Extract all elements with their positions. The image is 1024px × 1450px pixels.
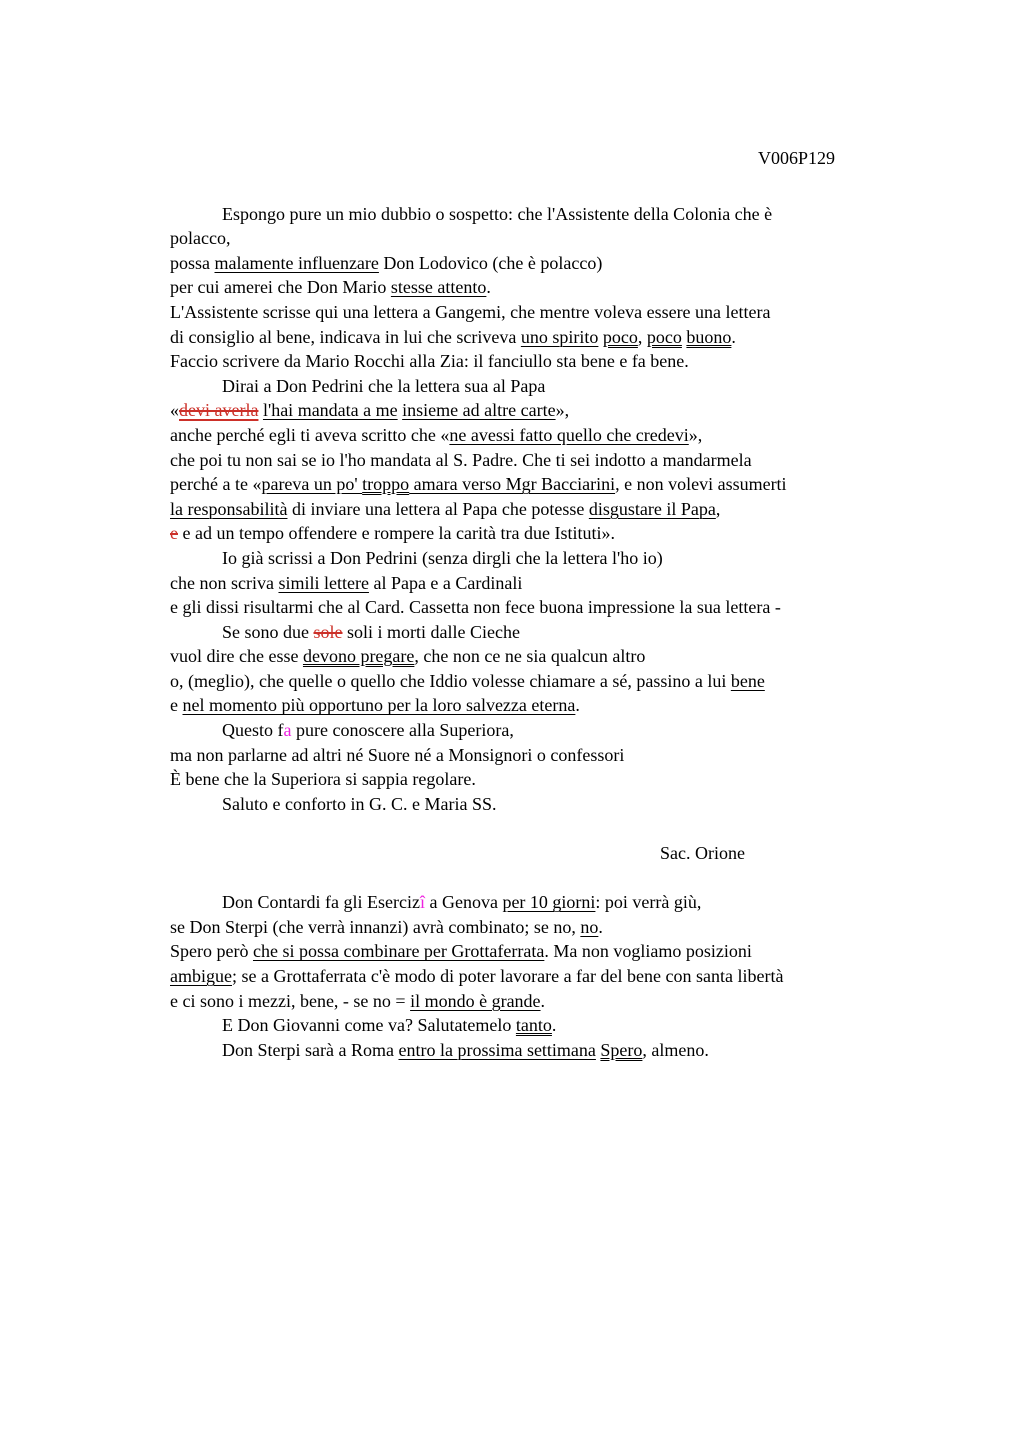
- text-segment: Don Sterpi sarà a Roma: [222, 1039, 399, 1060]
- text-segment: Se sono due: [222, 621, 314, 642]
- text-line: [170, 620, 924, 645]
- text-segment: pure conoscere alla Superiora,: [291, 720, 514, 741]
- text-segment: ,: [637, 326, 647, 347]
- text-segment: ,: [715, 498, 721, 519]
- text-segment-u: il mondo è grande: [410, 990, 541, 1011]
- text-line: [170, 792, 924, 817]
- text-segment-mag: a: [283, 720, 292, 741]
- text-line: [170, 374, 924, 399]
- text-line: [170, 1013, 924, 1038]
- text-segment: Don Contardi fa gli Eserciz: [222, 892, 420, 913]
- text-line: [170, 595, 924, 620]
- text-segment-u: malamente influenzare: [214, 252, 379, 273]
- text-line: [170, 300, 924, 325]
- text-segment: .: [575, 695, 580, 716]
- text-segment-u: entro la prossima settimana: [398, 1039, 596, 1060]
- text-line: [170, 669, 924, 694]
- text-segment: .: [598, 916, 603, 937]
- text-segment: : poi verrà giù,: [595, 892, 702, 913]
- text-segment: L'Assistente scrisse qui una lettera a Gangemi, che mentre voleva essere una lettera: [170, 301, 771, 322]
- text-segment: che poi tu non sai se io l'ho mandata al S. Padre. Che ti sei indotto a mandarmela: [170, 449, 752, 470]
- text-segment-del: sole: [313, 621, 343, 642]
- text-segment-u: uno spirito: [520, 326, 599, 347]
- text-segment: anche perché egli ti aveva scritto che «: [170, 424, 450, 445]
- text-segment: di inviare una lettera al Papa che potesse: [287, 498, 589, 519]
- text-segment-uu: devono pregare: [302, 646, 415, 667]
- text-segment: Dirai a Don Pedrini che la lettera sua al Papa: [222, 375, 546, 396]
- text-segment: »,: [555, 400, 570, 421]
- text-segment: »,: [688, 424, 703, 445]
- text-segment-u: no: [580, 916, 599, 937]
- text-segment: . Ma non vogliamo posizioni: [544, 941, 752, 962]
- text-segment-uu: Spero: [600, 1039, 643, 1060]
- text-segment: Faccio scrivere da Mario Rocchi alla Zia: il fanciullo sta bene e fa bene.: [170, 351, 689, 372]
- text-line: [170, 644, 924, 669]
- text-segment: a Genova: [424, 892, 503, 913]
- text-segment: per cui amerei che Don Mario: [170, 277, 391, 298]
- text-segment: Saluto e conforto in G. C. e Maria SS.: [222, 793, 497, 814]
- text-segment: .: [551, 1015, 557, 1036]
- text-segment: vuol dire che esse: [170, 646, 303, 667]
- text-segment: Espongo pure un mio dubbio o sospetto: che l'Assistente della Colonia che è: [222, 203, 773, 224]
- text-line: [170, 202, 924, 227]
- text-segment-u: che si possa combinare per Grottaferrata: [252, 941, 545, 962]
- text-segment-u: insieme ad altre carte: [402, 400, 556, 421]
- text-line: [170, 472, 924, 497]
- text-segment: Don Lodovico (che è polacco): [378, 252, 603, 273]
- text-segment-u: pareva un po': [261, 474, 363, 495]
- text-segment: È bene che la Superiora si sappia regolare.: [170, 769, 476, 790]
- text-segment-uu: troppo: [362, 474, 410, 495]
- text-segment-u: l'hai mandata a me: [262, 400, 398, 421]
- text-line: [170, 571, 924, 596]
- letter-postscript: [170, 890, 924, 1062]
- text-line: [170, 448, 924, 473]
- text-segment: Spero però: [170, 941, 253, 962]
- text-segment-u: per 10 giorni: [502, 892, 596, 913]
- text-segment: o, (meglio), che quelle o quello che Iddio volesse chiamare a sé, passino a lui: [170, 670, 731, 691]
- text-line: [170, 546, 924, 571]
- text-line: [170, 939, 924, 964]
- text-segment: , che non ce ne sia qualcun altro: [414, 646, 646, 667]
- text-segment: possa: [170, 252, 215, 273]
- text-segment: di consiglio al bene, indicava in lui che scriveva: [170, 326, 521, 347]
- text-segment: , almeno.: [642, 1039, 709, 1060]
- letter-body: [170, 202, 924, 817]
- text-segment: Io già scrissi a Don Pedrini (senza dirgli che la lettera l'ho io): [222, 547, 663, 568]
- text-segment-mag: î: [419, 892, 425, 913]
- text-line: [170, 1038, 924, 1063]
- text-segment: .: [540, 990, 546, 1011]
- text-segment: .: [731, 326, 736, 347]
- text-line: [170, 693, 924, 718]
- text-line: [170, 521, 924, 546]
- text-line: [170, 349, 924, 374]
- text-segment: Questo f: [222, 720, 284, 741]
- text-line: [170, 497, 924, 522]
- text-segment-u: stesse attento: [390, 277, 487, 298]
- text-line: [170, 890, 924, 915]
- text-line: [170, 325, 924, 350]
- text-segment-u: simili lettere: [278, 572, 369, 593]
- text-segment: se Don Sterpi (che verrà innanzi) avrà combinato; se no,: [170, 916, 581, 937]
- text-segment: E Don Giovanni come va? Salutatemelo: [222, 1015, 516, 1036]
- text-segment: ma non parlarne ad altri né Suore né a Monsignori o confessori: [170, 744, 625, 765]
- text-segment: e ad un tempo offendere e rompere la carità tra due Istituti».: [178, 523, 615, 544]
- text-line: [170, 398, 924, 423]
- text-segment: ; se a Grottaferrata c'è modo di poter lavorare a far del bene con santa libertà: [231, 966, 784, 986]
- text-line: [170, 423, 924, 448]
- text-segment: «: [170, 400, 179, 421]
- text-segment: che non scriva: [170, 572, 279, 593]
- text-segment-u: disgustare il Papa: [588, 498, 716, 519]
- text-line: [170, 251, 924, 276]
- text-segment-uu: tanto: [515, 1015, 552, 1036]
- text-segment-delu: devi averla: [179, 400, 259, 421]
- text-segment: al Papa e a Cardinali: [368, 572, 523, 593]
- text-segment-uu: buono: [686, 326, 732, 347]
- text-line: [170, 226, 924, 251]
- text-segment-uu: poco: [602, 326, 638, 347]
- text-line: [170, 989, 924, 1014]
- text-segment: .: [486, 277, 491, 298]
- text-segment-u: ambigue: [170, 966, 232, 986]
- text-segment: e: [170, 695, 183, 716]
- text-segment-del: e: [170, 523, 178, 544]
- text-segment-u: amara verso Mgr Bacciarini: [409, 474, 616, 495]
- text-segment: perché a te «: [170, 474, 262, 495]
- text-line: [170, 275, 924, 300]
- text-line: [170, 718, 924, 743]
- signature: Sac. Orione: [660, 843, 745, 864]
- text-line: [170, 743, 924, 768]
- text-segment: polacco,: [170, 228, 231, 249]
- text-segment-u: ne avessi fatto quello che credevi: [449, 424, 689, 445]
- document-code: V006P129: [758, 148, 836, 168]
- text-segment: , e non volevi assumerti: [615, 474, 787, 495]
- text-segment: e gli dissi risultarmi che al Card. Cassetta non fece buona impressione la sua lettera -: [170, 597, 781, 618]
- text-line: [170, 915, 924, 940]
- text-segment-u: nel momento più opportuno per la loro salvezza eterna: [182, 695, 576, 716]
- text-line: [170, 964, 924, 989]
- text-segment-uu: poco: [646, 326, 682, 347]
- text-segment-u: bene: [730, 670, 765, 691]
- text-segment: e ci sono i mezzi, bene, - se no =: [170, 990, 411, 1011]
- text-line: [170, 767, 924, 792]
- text-segment-u: la responsabilità: [170, 498, 288, 519]
- text-segment: soli i morti dalle Cieche: [342, 621, 520, 642]
